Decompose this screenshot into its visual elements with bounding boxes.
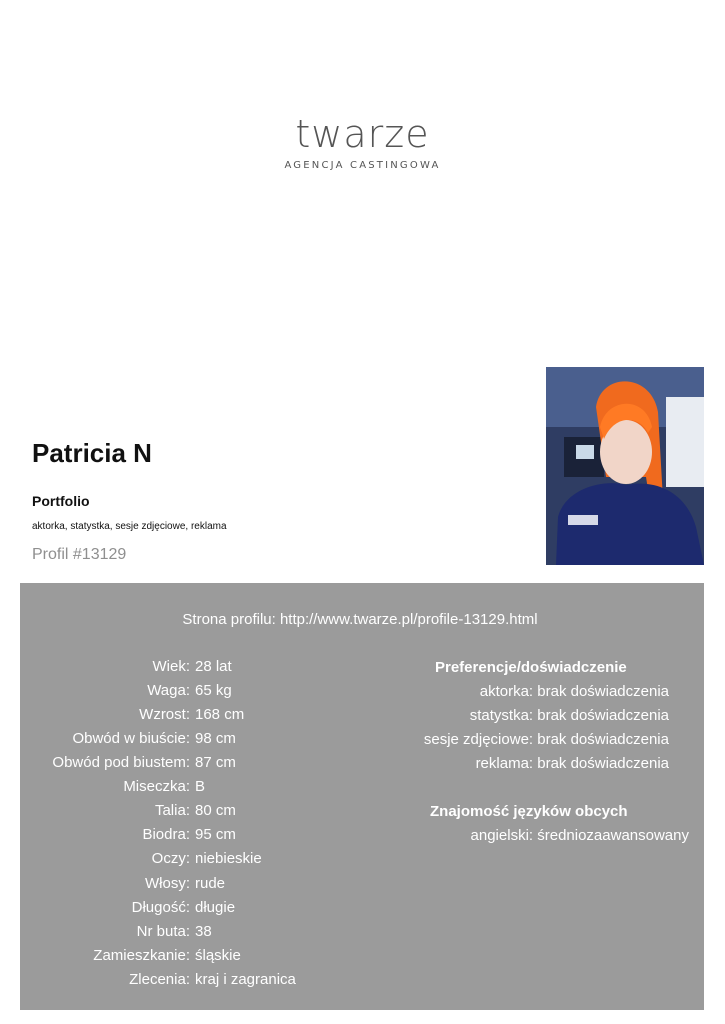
attr-eyes xyxy=(20,850,400,870)
profile-name: Patricia N xyxy=(32,438,152,468)
attr-value: 98 cm xyxy=(195,730,236,747)
portfolio-heading: Portfolio xyxy=(32,493,90,509)
attr-label: Talia: xyxy=(154,802,190,819)
attr-value: rude xyxy=(195,875,226,892)
attr-waist xyxy=(20,802,400,822)
attr-label: Biodra: xyxy=(142,826,190,843)
attr-label: Wiek: xyxy=(152,658,190,675)
attr-label: Nr buta: xyxy=(136,923,190,940)
attr-label: Zamieszkanie: xyxy=(93,947,190,964)
logo xyxy=(0,112,725,171)
attr-assignments xyxy=(20,971,400,991)
attr-value: 95 cm xyxy=(195,826,236,843)
profile-id: Profil #13129 xyxy=(32,546,127,563)
profile-photo xyxy=(546,367,704,565)
languages-heading: Znajomość języków obcych xyxy=(430,803,628,820)
attr-label: Długość: xyxy=(131,899,190,916)
attr-label: Obwód w biuście: xyxy=(72,730,190,747)
preference-item: reklama: brak doświadczenia xyxy=(475,755,669,772)
attr-value: długie xyxy=(195,899,236,916)
attr-residence xyxy=(20,947,400,967)
attr-value: 80 cm xyxy=(195,802,236,819)
profile-url[interactable]: Strona profilu: http://www.twarze.pl/profile-13129.html xyxy=(182,611,538,628)
roles-list: aktorka, statystka, sesje zdjęciowe, reklama xyxy=(32,521,227,532)
attr-value: 168 cm xyxy=(195,706,245,723)
profile-details-panel xyxy=(20,583,704,1010)
attr-label: Miseczka: xyxy=(123,778,190,795)
attr-label: Wzrost: xyxy=(139,706,190,723)
logo-subtitle: AGENCJA CASTINGOWA xyxy=(284,160,441,171)
attr-label: Włosy: xyxy=(145,875,190,892)
attr-cup xyxy=(20,778,400,798)
attr-value: niebieskie xyxy=(195,850,262,867)
language-item: angielski: średniozaawansowany xyxy=(470,827,689,844)
preference-item: aktorka: brak doświadczenia xyxy=(479,683,669,700)
attr-value: śląskie xyxy=(195,947,241,964)
preference-item: statystka: brak doświadczenia xyxy=(469,707,669,724)
attr-label: Obwód pod biustem: xyxy=(52,754,190,771)
attr-value: 65 kg xyxy=(195,682,232,699)
logo-wordmark: twarze xyxy=(295,112,430,156)
preferences-heading: Preferencje/doświadczenie xyxy=(435,659,627,676)
attr-hair xyxy=(20,875,400,895)
attr-shoe-size xyxy=(20,923,400,943)
attr-value: 38 xyxy=(195,923,212,940)
attr-label: Waga: xyxy=(147,682,190,699)
attr-label: Oczy: xyxy=(151,850,190,867)
attr-label: Zlecenia: xyxy=(129,971,190,988)
attr-value: kraj i zagranica xyxy=(195,971,296,988)
attr-value: 28 lat xyxy=(195,658,232,675)
attr-value: B xyxy=(195,778,206,795)
attr-age xyxy=(20,658,400,678)
attr-hair-length xyxy=(20,899,400,919)
attr-value: 87 cm xyxy=(195,754,236,771)
preference-item: sesje zdjęciowe: brak doświadczenia xyxy=(423,731,669,748)
